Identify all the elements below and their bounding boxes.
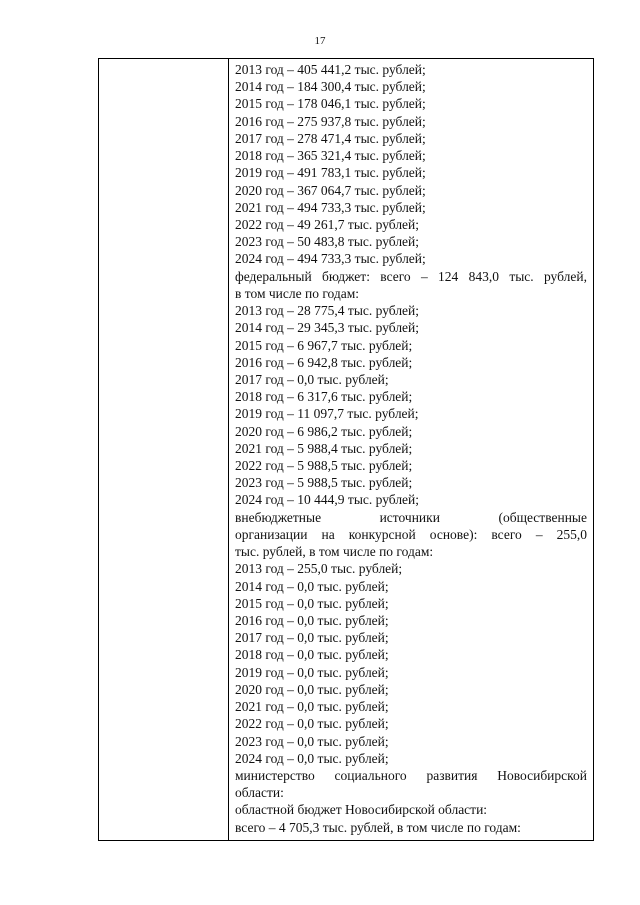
text-line-justified: федеральный бюджет: всего – 124 843,0 тыс. рублей, [235,268,587,284]
text-line: 2021 год – 0,0 тыс. рублей; [235,699,389,715]
text-line: 2016 год – 275 937,8 тыс. рублей; [235,113,426,129]
text-line: 2023 год – 5 988,5 тыс. рублей; [235,475,413,491]
text-line: 2019 год – 11 097,7 тыс. рублей; [235,406,419,422]
text-line: 2024 год – 10 444,9 тыс. рублей; [235,492,420,508]
text-line: 2018 год – 6 317,6 тыс. рублей; [235,389,413,405]
text-line: 2020 год – 0,0 тыс. рублей; [235,681,389,697]
text-line: 2022 год – 5 988,5 тыс. рублей; [235,458,413,474]
table-left-cell [99,59,229,840]
text-line: 2021 год – 5 988,4 тыс. рублей; [235,440,413,456]
text-line: области: [235,785,284,801]
text-line: 2020 год – 6 986,2 тыс. рублей; [235,423,413,439]
text-line: 2024 год – 494 733,3 тыс. рублей; [235,251,426,267]
text-line: 2014 год – 184 300,4 тыс. рублей; [235,79,426,95]
text-line: 2015 год – 6 967,7 тыс. рублей; [235,337,413,353]
text-line: областной бюджет Новосибирской области: [235,802,488,818]
text-line: 2013 год – 405 441,2 тыс. рублей; [235,62,426,77]
text-line: всего – 4 705,3 тыс. рублей, в том числе по годам: [235,819,521,835]
text-line: 2015 год – 178 046,1 тыс. рублей; [235,96,426,112]
text-line: 2015 год – 0,0 тыс. рублей; [235,595,389,611]
text-line: 2014 год – 0,0 тыс. рублей; [235,578,389,594]
text-line-justified: внебюджетные источники (общественные [235,509,587,525]
text-line: 2019 год – 491 783,1 тыс. рублей; [235,165,426,181]
text-line: 2017 год – 0,0 тыс. рублей; [235,630,389,646]
text-line: 2017 год – 278 471,4 тыс. рублей; [235,130,426,146]
text-line: 2022 год – 49 261,7 тыс. рублей; [235,216,420,232]
text-line: тыс. рублей, в том числе по годам: [235,544,434,560]
text-line: 2018 год – 365 321,4 тыс. рублей; [235,148,426,164]
table-right-cell [235,61,587,836]
text-line: 2020 год – 367 064,7 тыс. рублей; [235,182,426,198]
text-line-justified: организации на конкурсной основе): всего – 255,0 [235,526,587,542]
text-line: 2019 год – 0,0 тыс. рублей; [235,664,389,680]
text-line: 2013 год – 255,0 тыс. рублей; [235,561,403,577]
text-line: 2024 год – 0,0 тыс. рублей; [235,750,389,766]
text-line: 2016 год – 0,0 тыс. рублей; [235,613,389,628]
text-line: 2014 год – 29 345,3 тыс. рублей; [235,320,420,336]
text-line: 2021 год – 494 733,3 тыс. рублей; [235,199,426,215]
text-line: 2023 год – 0,0 тыс. рублей; [235,733,389,749]
text-line: 2017 год – 0,0 тыс. рублей; [235,371,389,387]
text-line: 2013 год – 28 775,4 тыс. рублей; [235,303,420,319]
text-line: 2018 год – 0,0 тыс. рублей; [235,647,389,663]
funding-table [98,58,594,841]
text-line: 2023 год – 50 483,8 тыс. рублей; [235,234,420,250]
text-line-justified: министерство социального развития Новосибирской [235,767,587,783]
text-line: в том числе по годам: [235,285,360,301]
text-line: 2022 год – 0,0 тыс. рублей; [235,716,389,732]
text-line: 2016 год – 6 942,8 тыс. рублей; [235,354,413,370]
page-number: 17 [314,35,326,47]
